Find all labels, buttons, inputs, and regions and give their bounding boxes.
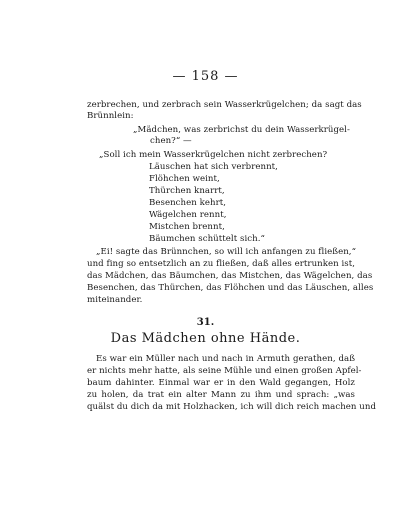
verse-line: Besenchen kehrt, bbox=[149, 198, 227, 208]
chapter-title: Das Mädchen ohne Hände. bbox=[110, 331, 301, 346]
text-line: zerbrechen, und zerbrach sein Wasserkrügelchen; da sagt das bbox=[87, 100, 362, 110]
text-line: „Ei! sagte das Brünnchen, so will ich anfangen zu fließen,“ bbox=[96, 247, 357, 257]
verse-line: Thürchen knarrt, bbox=[149, 186, 225, 196]
page-number: — 158 — bbox=[172, 69, 239, 84]
chapter-number: 31. bbox=[196, 317, 215, 328]
text-line: zu holen, da trat ein alter Mann zu ihm und sprach: „was bbox=[87, 390, 355, 400]
text-line: Brünnlein: bbox=[87, 111, 134, 121]
quote-line: „Soll ich mein Wasserkrügelchen nicht zerbrechen? bbox=[99, 150, 328, 160]
verse-line: Mistchen brennt, bbox=[149, 222, 225, 232]
quote-line: chen?“ — bbox=[150, 136, 192, 146]
verse-line: Läuschen hat sich verbrennt, bbox=[149, 162, 278, 172]
quote-line: „Mädchen, was zerbrichst du dein Wasserkrügel- bbox=[133, 125, 350, 135]
text-line: miteinander. bbox=[87, 295, 143, 305]
text-line: und fing so entsetzlich an zu fließen, daß alles ertrunken ist, bbox=[87, 259, 356, 269]
text-line: Besenchen, das Thürchen, das Flöhchen und das Läuschen, alles bbox=[87, 283, 374, 293]
text-line: er nichts mehr hatte, als seine Mühle und einen großen Apfel- bbox=[87, 366, 362, 376]
verse-line: Bäumchen schüttelt sich.“ bbox=[149, 234, 265, 244]
text-line: baum dahinter. Einmal war er in den Wald gegangen, Holz bbox=[87, 378, 355, 388]
text-line: Es war ein Müller nach und nach in Armuth gerathen, daß bbox=[96, 354, 355, 364]
verse-line: Wägelchen rennt, bbox=[149, 210, 227, 220]
text-line: quälst du dich da mit Holzhacken, ich will dich reich machen und bbox=[87, 402, 377, 412]
verse-line: Flöhchen weint, bbox=[149, 174, 220, 184]
text-line: das Mädchen, das Bäumchen, das Mistchen, das Wägelchen, das bbox=[87, 271, 373, 281]
